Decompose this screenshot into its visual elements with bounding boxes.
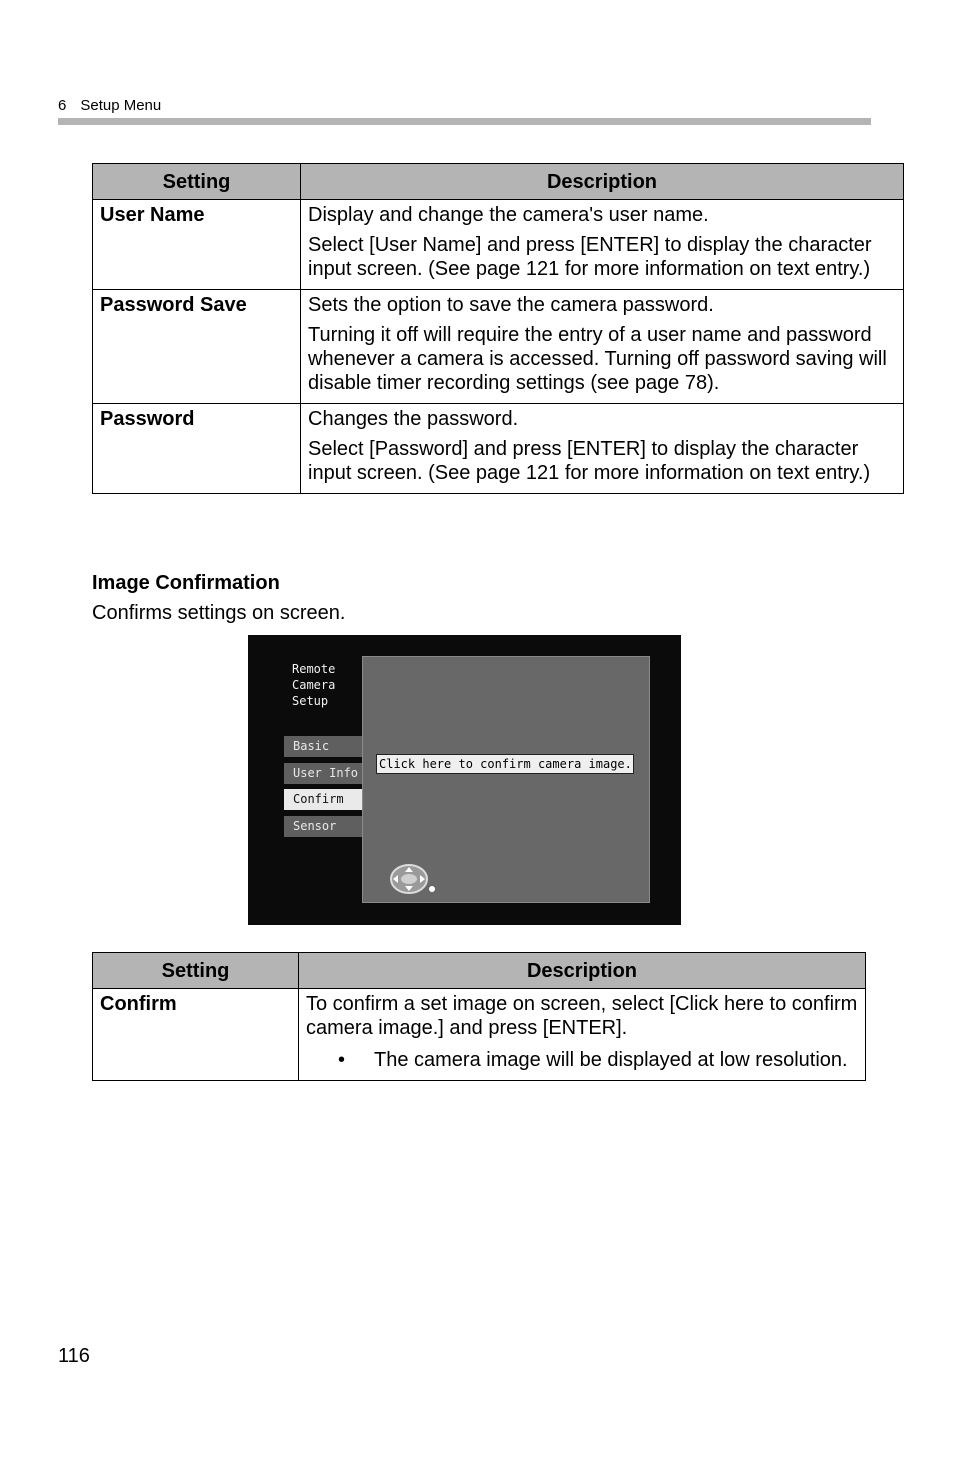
setting-description bbox=[299, 989, 866, 1081]
description-line: Select [Password] and press [ENTER] to display the character input screen. (See page 121 for more information on text entry.) bbox=[308, 438, 871, 484]
menu-item-user-info[interactable]: User Info bbox=[284, 763, 362, 784]
setting-name: Password Save bbox=[93, 290, 301, 404]
section-text: Confirms settings on screen. bbox=[92, 602, 346, 624]
screen-title: Remote Camera Setup bbox=[292, 662, 336, 708]
table-header-row bbox=[93, 953, 866, 989]
settings-table-user-info bbox=[92, 163, 904, 494]
menu-item-sensor[interactable]: Sensor bbox=[284, 816, 362, 837]
page-number: 116 bbox=[58, 1345, 90, 1367]
header-description: Description bbox=[299, 953, 866, 989]
table-row bbox=[93, 404, 904, 494]
bullet-item bbox=[306, 1048, 858, 1072]
chapter-title: Setup Menu bbox=[80, 97, 162, 114]
table-row bbox=[93, 290, 904, 404]
menu-item-basic[interactable]: Basic bbox=[284, 736, 362, 757]
table-row bbox=[93, 200, 904, 290]
header-rule bbox=[58, 118, 871, 125]
description-line: Turning it off will require the entry of a user name and password whenever a camera is accessed. Turning off password saving will disable timer recording settings (see page 78). bbox=[308, 324, 887, 394]
setting-name: Password bbox=[93, 404, 301, 494]
running-header bbox=[58, 97, 161, 114]
table-header-row bbox=[93, 164, 904, 200]
settings-table-confirm bbox=[92, 952, 866, 1081]
bullet-text: The camera image will be displayed at low resolution. bbox=[374, 1049, 848, 1071]
screen-panel bbox=[362, 656, 650, 903]
header-description: Description bbox=[301, 164, 904, 200]
description-line: To confirm a set image on screen, select [Click here to confirm camera image.] and press [ENTER]. bbox=[306, 993, 858, 1039]
header-setting: Setting bbox=[93, 164, 301, 200]
header-setting: Setting bbox=[93, 953, 299, 989]
setting-name: User Name bbox=[93, 200, 301, 290]
description-line: Display and change the camera's user name. bbox=[308, 204, 709, 226]
description-line: Sets the option to save the camera password. bbox=[308, 294, 714, 316]
dpad-icon bbox=[388, 863, 438, 902]
menu-item-confirm[interactable]: Confirm bbox=[284, 789, 362, 810]
setting-description bbox=[301, 200, 904, 290]
bullet-symbol: • bbox=[338, 1049, 346, 1071]
camera-setup-screenshot bbox=[248, 635, 681, 925]
setting-description bbox=[301, 290, 904, 404]
description-line: Select [User Name] and press [ENTER] to display the character input screen. (See page 121 for more information on text entry.) bbox=[308, 234, 872, 280]
setting-name: Confirm bbox=[93, 989, 299, 1081]
description-line: Changes the password. bbox=[308, 408, 519, 430]
chapter-number: 6 bbox=[58, 97, 67, 114]
setting-description bbox=[301, 404, 904, 494]
section-title: Image Confirmation bbox=[92, 572, 280, 594]
table-row bbox=[93, 989, 866, 1081]
confirm-camera-image-link[interactable]: Click here to confirm camera image. bbox=[376, 754, 634, 774]
